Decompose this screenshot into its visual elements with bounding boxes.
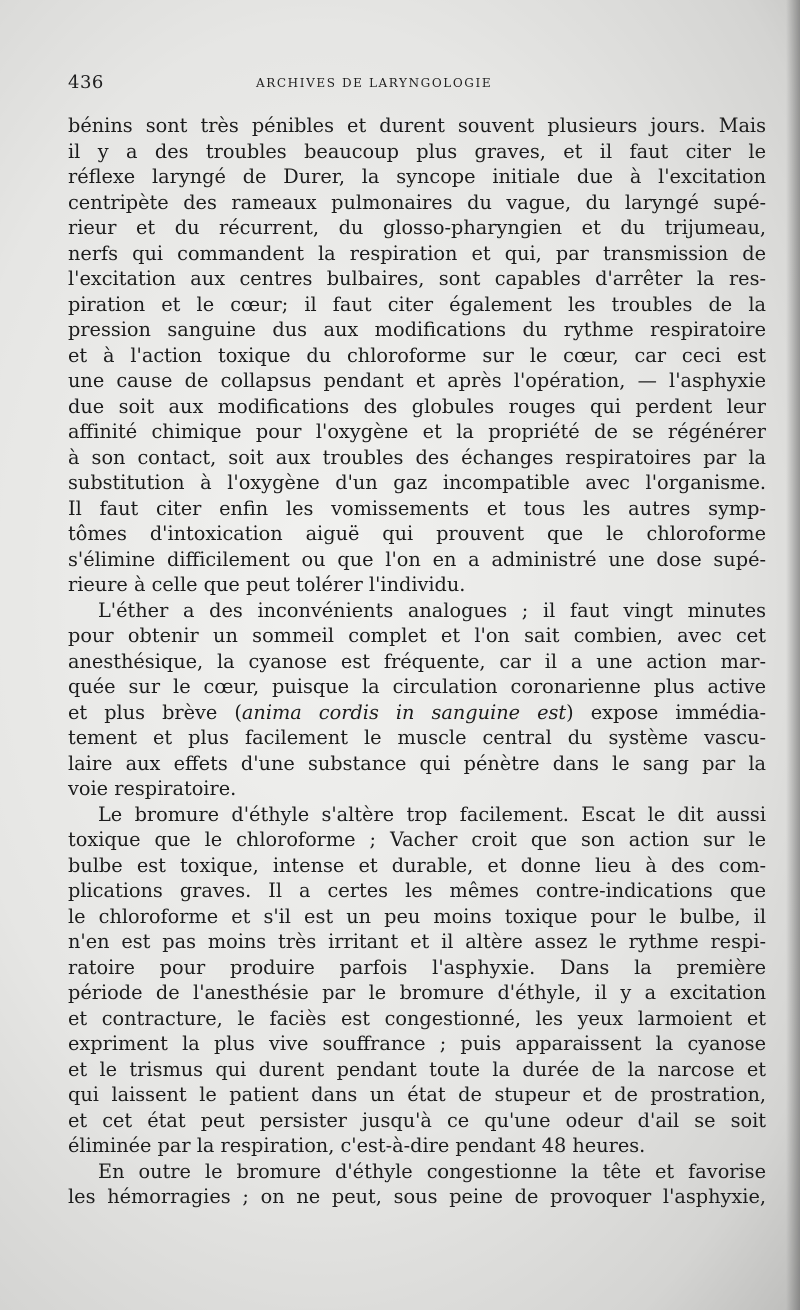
- text-line: éliminée par la respiration, c'est-à-dire pendant 48 heures.: [68, 1134, 646, 1157]
- text-line: l'excitation aux centres bulbaires, sont capables d'arrêter la res-: [68, 267, 766, 290]
- text-line: anesthésique, la cyanose est fréquente, car il a une action mar-: [68, 649, 766, 673]
- latin-quote: anima cordis in sanguine est: [241, 700, 567, 724]
- text-line: laire aux effets d'une substance qui pénètre dans le sang par la: [68, 751, 766, 775]
- text-line: nerfs qui commandent la respiration et qui, par transmission de: [68, 241, 766, 265]
- text-line: rieure à celle que peut tolérer l'individu.: [68, 573, 466, 596]
- text-line: il y a des troubles beaucoup plus graves, et il faut citer le: [68, 139, 766, 163]
- text-line: et à l'action toxique du chloroforme sur le cœur, car ceci est: [68, 343, 766, 367]
- text-line: centripète des rameaux pulmonaires du vague, du laryngé supé-: [68, 190, 766, 214]
- text-line: les hémorragies ; on ne peut, sous peine de provoquer l'asphyxie,: [68, 1185, 766, 1208]
- page-edge-shadow: [786, 0, 800, 1310]
- text-line: Il faut citer enfin les vomissements et tous les autres symp-: [68, 496, 766, 520]
- text-line: due soit aux modifications des globules rouges qui perdent leur: [68, 394, 766, 418]
- body-text: [68, 113, 766, 1210]
- text-line: qui laissent le patient dans un état de stupeur et de prostration,: [68, 1083, 766, 1106]
- text-line: tômes d'intoxication aiguë qui prouvent que le chloroforme: [68, 522, 766, 545]
- text-fragment: ) expose immédia-: [566, 700, 766, 724]
- text-line: une cause de collapsus pendant et après l'opération, — l'asphyxie: [68, 369, 766, 392]
- text-line: piration et le cœur; il faut citer également les troubles de la: [68, 292, 766, 316]
- text-line: En outre le bromure d'éthyle congestionne la tête et favorise: [98, 1159, 766, 1183]
- text-line: affinité chimique pour l'oxygène et la propriété de se régénérer: [68, 420, 766, 443]
- text-line: le chloroforme et s'il est un peu moins toxique pour le bulbe, il: [68, 904, 766, 928]
- text-line: et contracture, le faciès est congestionné, les yeux larmoient et: [68, 1006, 766, 1030]
- text-line: réflexe laryngé de Durer, la syncope initiale due à l'excitation: [68, 165, 766, 188]
- text-line: rieur et du récurrent, du glosso-pharyngien et du trijumeau,: [68, 216, 766, 239]
- text-line: n'en est pas moins très irritant et il altère assez le rythme respi-: [68, 930, 766, 953]
- text-line: voie respiratoire.: [68, 777, 237, 800]
- running-head: ARCHIVES DE LARYNGOLOGIE: [256, 76, 493, 90]
- text-line: toxique que le chloroforme ; Vacher croit que son action sur le: [68, 828, 766, 851]
- text-line: ratoire pour produire parfois l'asphyxie. Dans la première: [68, 955, 766, 979]
- text-line: et le trismus qui durent pendant toute la durée de la narcose et: [68, 1057, 766, 1081]
- text-line: tement et plus facilement le muscle central du système vascu-: [68, 726, 766, 749]
- text-line: plications graves. Il a certes les mêmes contre-indications que: [68, 879, 766, 902]
- text-line: à son contact, soit aux troubles des échanges respiratoires par la: [68, 445, 766, 469]
- text-line: période de l'anesthésie par le bromure d'éthyle, il y a excitation: [68, 981, 766, 1004]
- text-line: bulbe est toxique, intense et durable, et donne lieu à des com-: [68, 853, 766, 877]
- text-line: quée sur le cœur, puisque la circulation coronarienne plus active: [68, 675, 766, 698]
- text-line: expriment la plus vive souffrance ; puis apparaissent la cyanose: [68, 1032, 766, 1055]
- text-line: bénins sont très pénibles et durent souvent plusieurs jours. Mais: [68, 114, 766, 137]
- page-header: [68, 72, 748, 98]
- text-line: et cet état peut persister jusqu'à ce qu'une odeur d'ail se soit: [68, 1108, 766, 1132]
- text-line: pour obtenir un sommeil complet et l'on sait combien, avec cet: [68, 624, 766, 647]
- text-line: Le bromure d'éthyle s'altère trop facilement. Escat le dit aussi: [98, 802, 766, 826]
- text-line: s'élimine difficilement ou que l'on en a administré une dose supé-: [68, 547, 766, 571]
- text-line-italic-quote: [68, 700, 766, 726]
- text-line: pression sanguine dus aux modifications du rythme respiratoire: [68, 318, 766, 341]
- text-fragment: et plus brève (: [68, 700, 242, 724]
- page-number: 436: [68, 72, 104, 93]
- text-line: L'éther a des inconvénients analogues ; il faut vingt minutes: [98, 598, 766, 622]
- text-line: substitution à l'oxygène d'un gaz incompatible avec l'organisme.: [68, 471, 766, 494]
